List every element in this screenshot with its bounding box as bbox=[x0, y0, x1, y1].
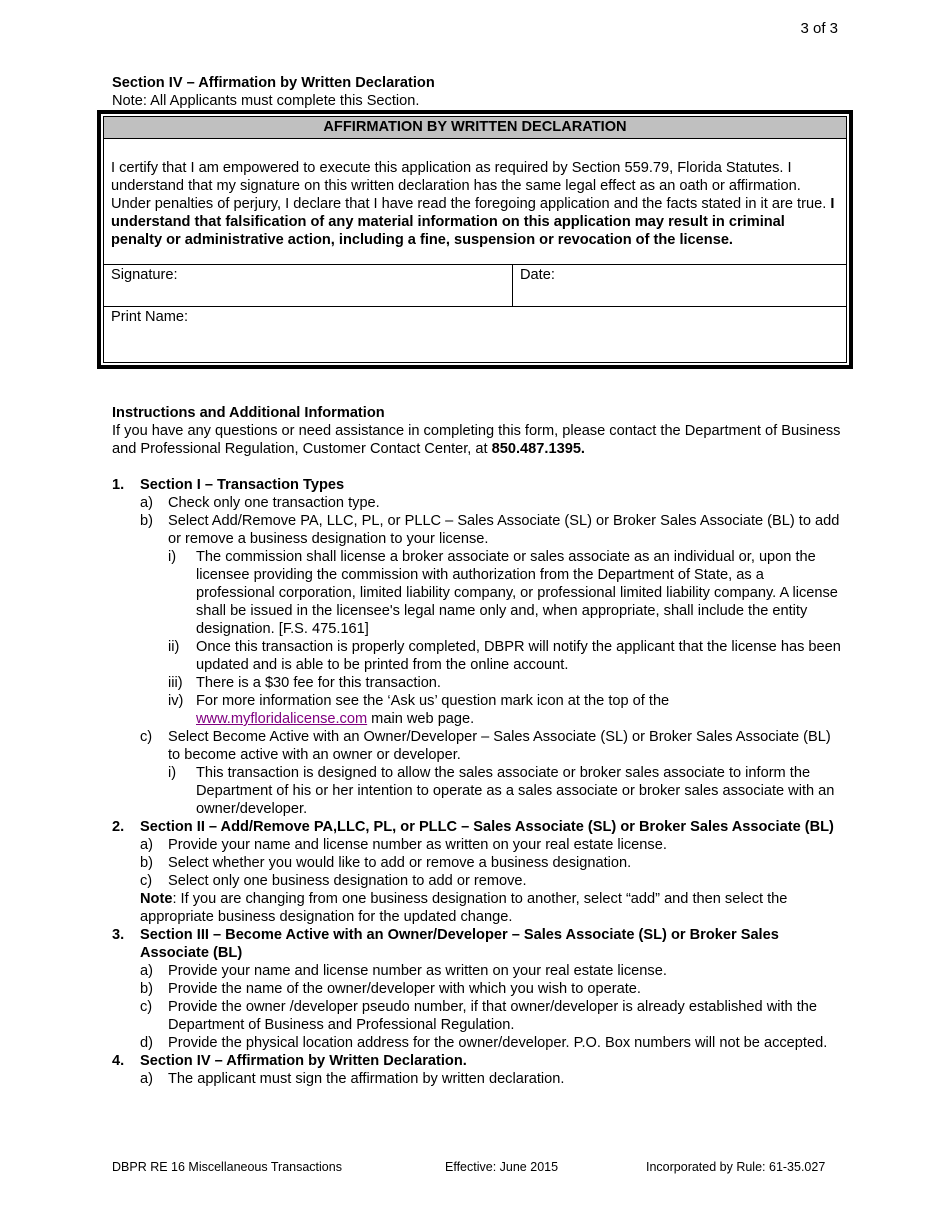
sub-sub-item-number: i) bbox=[168, 765, 177, 781]
sub-sub-item-text: There is a $30 fee for this transaction. bbox=[196, 675, 441, 691]
item-title: Section II – Add/Remove PA,LLC, PL, or PLLC – Sales Associate (SL) or Broker Sales Associate (BL) bbox=[140, 819, 834, 835]
item-title: Section IV – Affirmation by Written Declaration. bbox=[140, 1053, 467, 1069]
sub-item-number: b) bbox=[140, 513, 153, 529]
section-iv-note: Note: All Applicants must complete this Section. bbox=[112, 93, 420, 109]
sub-item-text: Provide the physical location address for the owner/developer. P.O. Box numbers will not be accepted. bbox=[168, 1035, 828, 1051]
item-note bbox=[140, 890, 842, 926]
sub-item-number: c) bbox=[140, 873, 153, 889]
sub-item-text: Check only one transaction type. bbox=[168, 495, 380, 511]
sub-item-number: a) bbox=[140, 837, 153, 853]
signature-date-row bbox=[104, 264, 846, 306]
instruction-item-2 bbox=[112, 818, 842, 926]
sub-sub-item-number: iii) bbox=[168, 675, 183, 691]
instructions-title: Instructions and Additional Information bbox=[112, 405, 385, 421]
sub-item-number: c) bbox=[140, 999, 153, 1015]
sub-item-text: Provide the name of the owner/developer with which you wish to operate. bbox=[168, 981, 641, 997]
sub-item-text: The applicant must sign the affirmation by written declaration. bbox=[168, 1071, 565, 1087]
myfloridalicense-link[interactable]: www.myfloridalicense.com bbox=[196, 711, 368, 727]
section-iv-title: Section IV – Affirmation by Written Declaration bbox=[112, 75, 435, 91]
sub-item-number: c) bbox=[140, 729, 153, 745]
print-name-field[interactable] bbox=[104, 307, 195, 348]
sub-sub-item-number: i) bbox=[168, 549, 177, 565]
print-name-label: Print Name: bbox=[111, 309, 189, 325]
sub-item-text: Select Add/Remove PA, LLC, PL, or PLLC – Sales Associate (SL) or Broker Sales Associate (BL) to add or remove a business designation to your license. bbox=[168, 513, 840, 547]
affirmation-text-bold: I understand that falsification of any material information on this application may result in criminal penalty or administrative action, including a fine, suspension or revocation of the license. bbox=[111, 196, 835, 248]
sub-item-number: a) bbox=[140, 963, 153, 979]
date-field[interactable] bbox=[513, 265, 846, 306]
sub-item-number: a) bbox=[140, 1071, 153, 1087]
sub-sub-item-text bbox=[196, 692, 842, 728]
sub-item-text: Select only one business designation to add or remove. bbox=[168, 873, 527, 889]
signature-label: Signature: bbox=[111, 267, 178, 283]
section-iv-header bbox=[112, 74, 852, 110]
sub-item bbox=[140, 962, 842, 980]
sub-item-number: a) bbox=[140, 495, 153, 511]
item-number: 3. bbox=[112, 927, 125, 943]
affirmation-inner-frame bbox=[103, 116, 847, 363]
sub-item-text: Provide the owner /developer pseudo number, if that owner/developer is already established with the Department of Business and Professional Regulation. bbox=[168, 999, 818, 1033]
sub-item-text: Provide your name and license number as written on your real estate license. bbox=[168, 963, 667, 979]
instructions-intro-text: If you have any questions or need assistance in completing this form, please contact the Department of Business and Professional Regulation, Customer Contact Center, at bbox=[112, 423, 841, 457]
sub-item bbox=[140, 854, 842, 872]
note-label: Note bbox=[140, 891, 173, 907]
sub-item-number: b) bbox=[140, 855, 153, 871]
item-number: 4. bbox=[112, 1053, 125, 1069]
sub-item bbox=[140, 980, 842, 998]
sub-sub-item-text: Once this transaction is properly completed, DBPR will notify the applicant that the license has been updated and is able to be printed from the online account. bbox=[196, 639, 841, 673]
sub-item bbox=[140, 728, 842, 818]
sub-item bbox=[140, 494, 842, 512]
item-title: Section III – Become Active with an Owner/Developer – Sales Associate (SL) or Broker Sales Associate (BL) bbox=[140, 927, 779, 961]
affirmation-text bbox=[104, 139, 846, 264]
sub-sub-item-text: The commission shall license a broker associate or sales associate as an individual or, upon the licensee providing the commission with authorization from the Department of State, as a professional corporation, limited liability company, or professional limited liability company. A license shall be issued in the licensee's legal name only and, when appropriate, shall include the entity designation. [F.S. 475.161] bbox=[196, 549, 838, 637]
instructions-intro bbox=[112, 422, 842, 458]
sub-item bbox=[140, 1034, 842, 1052]
sub-sub-item-text: This transaction is designed to allow the sales associate or broker sales associate to inform the Department of his or her intention to operate as a sales associate or broker sales associate with an owner/developer. bbox=[196, 765, 835, 817]
instruction-item-3 bbox=[112, 926, 842, 1052]
sub-item-text: Select whether you would like to add or remove a business designation. bbox=[168, 855, 632, 871]
instructions-section bbox=[112, 404, 842, 1088]
sub-item bbox=[140, 872, 842, 890]
sub-item bbox=[140, 512, 842, 728]
item-number: 2. bbox=[112, 819, 125, 835]
signature-field[interactable] bbox=[104, 265, 513, 306]
footer-effective-date: Effective: June 2015 bbox=[445, 1160, 559, 1174]
sub-sub-item bbox=[168, 638, 842, 674]
sub-sub-item bbox=[168, 548, 842, 638]
sub-sub-item-number: iv) bbox=[168, 693, 184, 709]
sub-item-text: Select Become Active with an Owner/Developer – Sales Associate (SL) or Broker Sales Associate (BL) to become active with an owner or developer. bbox=[168, 729, 831, 763]
item-number: 1. bbox=[112, 477, 125, 493]
date-label: Date: bbox=[520, 267, 555, 283]
contact-phone: 850.487.1395. bbox=[491, 441, 585, 457]
item-title: Section I – Transaction Types bbox=[140, 477, 345, 493]
sub-sub-item bbox=[168, 692, 842, 728]
page-number: 3 of 3 bbox=[800, 20, 838, 37]
instruction-item-4 bbox=[112, 1052, 842, 1088]
affirmation-box bbox=[97, 110, 853, 369]
sub-sub-item-text-after: main web page. bbox=[367, 711, 475, 727]
print-name-row bbox=[104, 306, 846, 348]
sub-item-number: b) bbox=[140, 981, 153, 997]
sub-sub-item bbox=[168, 764, 842, 818]
sub-sub-item-number: ii) bbox=[168, 639, 180, 655]
footer-rule: Incorporated by Rule: 61-35.027 bbox=[646, 1160, 826, 1174]
sub-sub-item-text-before: For more information see the ‘Ask us’ question mark icon at the top of the bbox=[196, 693, 670, 709]
sub-item-text: Provide your name and license number as written on your real estate license. bbox=[168, 837, 667, 853]
sub-item bbox=[140, 1070, 842, 1088]
affirmation-text-regular: I certify that I am empowered to execute this application as required by Section 559.79, Florida Statutes. I understand that my signature on this written declaration has the same legal effect as an oath or affirmation. Under penalties of perjury, I declare that I have read the foregoing application and the facts stated in it are true. bbox=[111, 160, 831, 212]
sub-item bbox=[140, 998, 842, 1034]
sub-item bbox=[140, 836, 842, 854]
affirmation-title: AFFIRMATION BY WRITTEN DECLARATION bbox=[104, 117, 846, 139]
sub-sub-item bbox=[168, 674, 842, 692]
footer-form-name: DBPR RE 16 Miscellaneous Transactions bbox=[112, 1160, 342, 1174]
note-text: : If you are changing from one business designation to another, select “add” and then select the appropriate business designation for the updated change. bbox=[140, 891, 788, 925]
sub-item-number: d) bbox=[140, 1035, 153, 1051]
instruction-item-1 bbox=[112, 476, 842, 818]
